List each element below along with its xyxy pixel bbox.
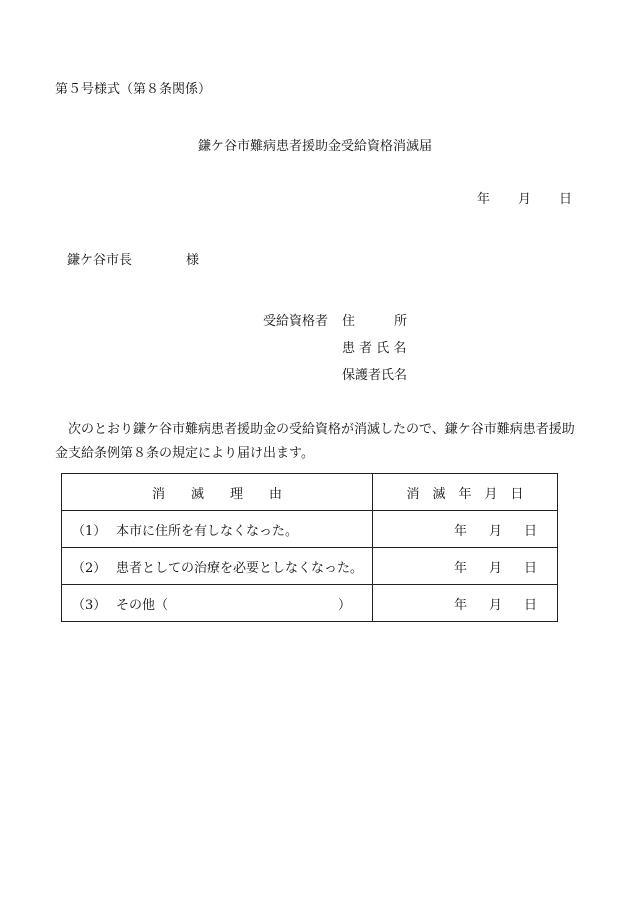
table-row xyxy=(62,511,558,548)
guardian-name-field-label: 保護者氏名 xyxy=(342,368,408,383)
form-number: 第５号様式（第８条関係） xyxy=(55,82,212,97)
reason-number: （2） xyxy=(72,560,107,576)
year-label: 年 xyxy=(453,597,467,613)
document-title: 鎌ケ谷市難病患者援助金受給資格消滅届 xyxy=(197,139,432,154)
date-month-label: 月 xyxy=(517,192,531,207)
month-label: 月 xyxy=(488,597,502,613)
date-day-label: 日 xyxy=(558,192,572,207)
address-field-label: 住 所 xyxy=(342,314,408,329)
table-row xyxy=(62,585,558,622)
reason-cell[interactable] xyxy=(62,511,373,548)
table-row xyxy=(62,548,558,585)
extinction-reason-table xyxy=(61,473,558,622)
header-reason: 消 滅 理 由 xyxy=(62,474,373,511)
other-reason-close-paren: ） xyxy=(338,597,352,613)
reason-text: 患者としての治療を必要としなくなった。 xyxy=(116,560,364,576)
reason-text: その他（ xyxy=(116,597,169,613)
reason-cell[interactable] xyxy=(62,548,373,585)
reason-number: （3） xyxy=(72,597,107,613)
year-label: 年 xyxy=(453,560,467,576)
addressee-honorific: 様 xyxy=(186,253,200,268)
date-cell[interactable] xyxy=(373,511,558,548)
month-label: 月 xyxy=(488,523,502,539)
submission-date xyxy=(477,188,572,207)
month-label: 月 xyxy=(488,560,502,576)
addressee xyxy=(67,249,199,268)
header-date: 消 滅 年 月 日 xyxy=(373,474,558,511)
patient-name-field-label: 患 者 氏 名 xyxy=(342,341,407,356)
day-label: 日 xyxy=(523,523,537,539)
year-label: 年 xyxy=(453,523,467,539)
addressee-name: 鎌ケ谷市長 xyxy=(67,253,133,268)
date-year-label: 年 xyxy=(476,192,490,207)
reason-number: （1） xyxy=(72,523,107,539)
reason-text: 本市に住所を有しなくなった。 xyxy=(116,523,299,539)
table-header-row xyxy=(62,474,558,511)
applicant-label: 受給資格者 xyxy=(263,314,329,329)
day-label: 日 xyxy=(523,560,537,576)
reason-cell[interactable] xyxy=(62,585,373,622)
body-paragraph: 次のとおり鎌ケ谷市難病患者援助金の受給資格が消滅したので、鎌ケ谷市難病患者援助金支給条例第８条の規定により届け出ます。 xyxy=(55,422,575,461)
day-label: 日 xyxy=(523,597,537,613)
date-cell[interactable] xyxy=(373,585,558,622)
date-cell[interactable] xyxy=(373,548,558,585)
